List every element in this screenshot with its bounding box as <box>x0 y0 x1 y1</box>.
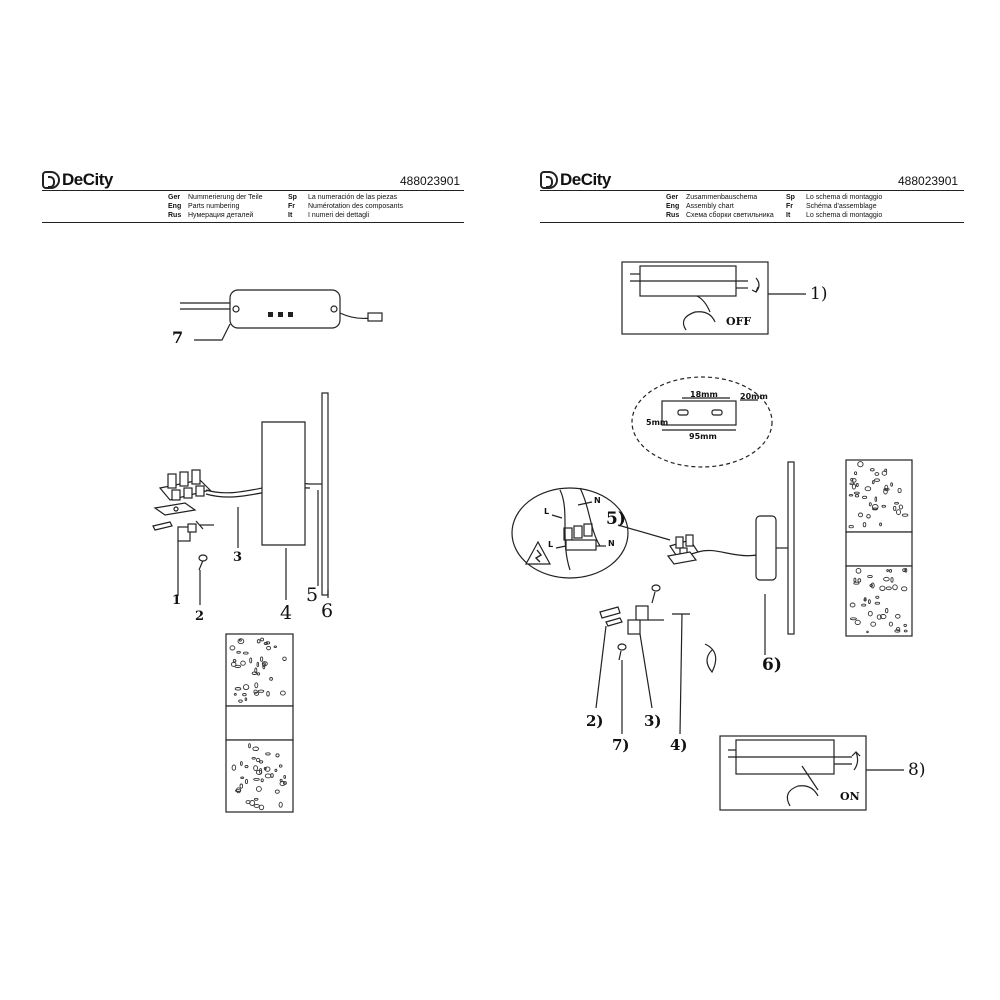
brand-name: DeCity <box>62 170 113 189</box>
label-step-1: 1) <box>810 284 828 304</box>
lamp-front-view <box>226 634 294 814</box>
label-step-6: 6) <box>762 655 782 675</box>
label-step-7: 7) <box>612 736 630 754</box>
switch-on-label: ON <box>840 790 860 803</box>
wire-label-n-bottom: N <box>608 539 615 548</box>
label-part-5: 5 <box>306 584 319 606</box>
label-step-8: 8) <box>908 760 926 780</box>
label-step-4: 4) <box>670 736 688 754</box>
dimension-left: 5mm <box>646 418 669 427</box>
label-part-4: 4 <box>280 602 293 624</box>
label-step-2: 2) <box>586 712 604 730</box>
header-translations: Ger Zusammenbauschema Sp Lo schema di montaggio Eng Assembly chart Fr Schéma d'assemblage Rus Схема сборки светильника It Lo schema di montaggio <box>666 194 883 219</box>
wire-label-l-bottom: L <box>548 540 554 549</box>
article-number: 488023901 <box>400 174 461 188</box>
label-step-3: 3) <box>644 712 662 730</box>
dimension-top: 18mm <box>690 390 718 399</box>
dimension-bottom: 95mm <box>689 432 717 441</box>
article-number: 488023901 <box>898 174 959 188</box>
wire-label-n-top: N <box>594 496 601 505</box>
switch-off-label: OFF <box>726 315 752 328</box>
label-part-6: 6 <box>321 600 334 622</box>
label-part-7: 7 <box>172 328 184 347</box>
wire-label-l-top: L <box>544 507 550 516</box>
label-part-2: 2 <box>195 609 205 624</box>
breaker-on-panel <box>500 0 1000 1000</box>
label-step-5: 5) <box>606 509 626 529</box>
brand-name: DeCity <box>560 170 611 189</box>
label-part-3: 3 <box>233 550 243 565</box>
dimension-right: 20mm <box>740 392 768 401</box>
header-translations: Ger Nummerierung der Teile Sp La numeración de las piezas Eng Parts numbering Fr Numérotation des composants Rus Нумерация деталей It I numeri dei dettagli <box>168 194 403 219</box>
assembly-chart-sheet <box>500 0 1000 1000</box>
label-part-1: 1 <box>172 593 182 608</box>
